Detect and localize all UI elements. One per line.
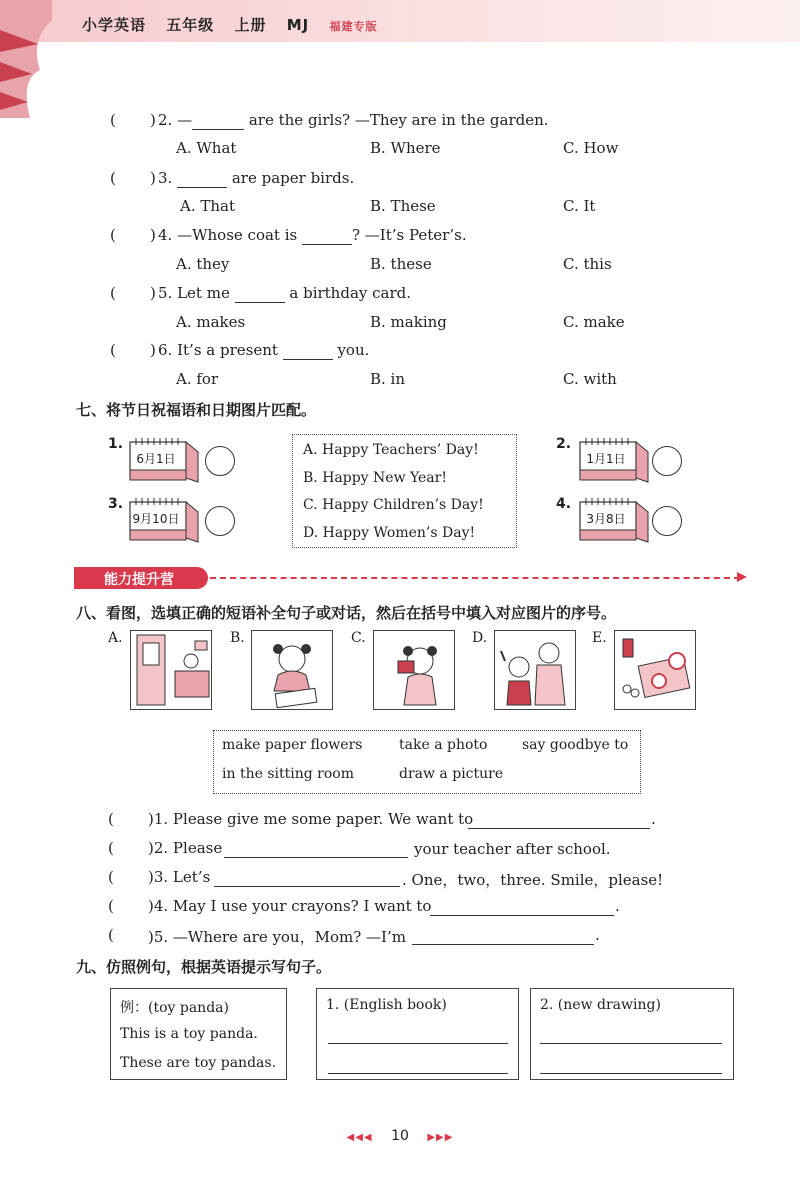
answer-paren-open: ( xyxy=(108,810,114,828)
header-edition: 福建专版 xyxy=(329,20,378,33)
answer-blank[interactable] xyxy=(177,169,227,188)
pic-label-c: C. xyxy=(351,630,366,646)
calendar-date: 1月1日 xyxy=(586,452,626,466)
answer-paren-open: ( xyxy=(110,111,116,129)
answer-circle[interactable] xyxy=(652,506,682,536)
question-number: 2. xyxy=(158,111,173,129)
answer-paren-close[interactable]: ) xyxy=(150,226,156,244)
option-b: B. these xyxy=(370,255,432,273)
picture-b-drawing xyxy=(251,630,333,710)
greeting-b: B. Happy New Year! xyxy=(303,470,447,486)
answer-paren-open: ( xyxy=(108,839,114,857)
sitting-room-illustration xyxy=(131,631,212,710)
girl-camera-illustration xyxy=(374,631,455,710)
sentence-text: )5. —Where are you，Mom? —I’m xyxy=(148,928,406,946)
section7-title: 七、将节日祝福语和日期图片匹配。 xyxy=(76,401,317,419)
picture-c-photo xyxy=(373,630,455,710)
answer-paren-open: ( xyxy=(108,868,114,886)
sentence-2 xyxy=(148,839,222,857)
page-footer xyxy=(0,1128,800,1144)
question-post: you. xyxy=(332,341,370,359)
phrase-item: say goodbye to xyxy=(522,737,629,753)
answer-circle[interactable] xyxy=(205,446,235,476)
phrase-item: in the sitting room xyxy=(222,766,354,782)
arrow-right-icon xyxy=(736,571,748,583)
right-arrows-icon: ▶▶▶ xyxy=(427,1132,454,1143)
calendar-icon xyxy=(128,436,204,484)
answer-paren-close[interactable]: ) xyxy=(150,169,156,187)
sentence-end: . One，two，three. Smile，please! xyxy=(402,871,664,889)
answer-circle[interactable] xyxy=(652,446,682,476)
question-number: 5. xyxy=(158,284,173,302)
sentence-end: your teacher after school. xyxy=(414,840,611,858)
sentence-text: )3. Let’s xyxy=(148,868,211,886)
question-post: a birthday card. xyxy=(284,284,412,302)
question-6 xyxy=(158,341,369,360)
calendar-icon xyxy=(578,436,654,484)
sentence-text: )2. Please xyxy=(148,839,223,857)
pic-label-b: B. xyxy=(230,630,245,646)
item-number: 1. xyxy=(108,436,124,452)
answer-blank[interactable] xyxy=(302,226,352,245)
question-post: are the girls? —They are in the garden. xyxy=(244,111,549,129)
item-number: 3. xyxy=(108,496,124,512)
option-c: C. with xyxy=(563,370,617,388)
option-a: A. What xyxy=(176,139,237,157)
question-number: 6. xyxy=(158,341,173,359)
answer-line[interactable] xyxy=(540,1030,722,1044)
waving-goodbye-illustration xyxy=(495,631,576,710)
sentence-end: . xyxy=(595,926,600,944)
question-2 xyxy=(158,111,549,130)
phrase-item: take a photo xyxy=(399,737,488,753)
option-c: C. It xyxy=(563,197,596,215)
picture-d-goodbye xyxy=(494,630,576,710)
paper-flowers-illustration xyxy=(615,631,696,710)
calendar-date: 3月8日 xyxy=(586,512,626,526)
sentence-1 xyxy=(148,810,473,828)
option-a: A. makes xyxy=(176,313,246,331)
sentence-4 xyxy=(148,897,431,915)
answer-paren-open: ( xyxy=(110,341,116,359)
question-pre: — xyxy=(177,111,193,129)
answer-paren-close[interactable]: ) xyxy=(150,284,156,302)
picture-a-sitting-room xyxy=(130,630,212,710)
banner-dashed-line xyxy=(210,577,740,579)
option-c: C. make xyxy=(563,313,625,331)
question-3 xyxy=(158,169,354,188)
sentence-end: . xyxy=(615,897,620,915)
page-number: 10 xyxy=(391,1128,409,1144)
calendar-date: 9月10日 xyxy=(132,512,180,526)
greeting-d: D. Happy Women’s Day! xyxy=(303,525,476,541)
prompt-1: 1. (English book) xyxy=(326,997,447,1013)
question-pre: Let me xyxy=(177,284,235,302)
sentence-5 xyxy=(148,926,406,947)
header-grade: 五年级 xyxy=(166,16,215,34)
option-b: B. making xyxy=(370,313,447,331)
item-number: 2. xyxy=(556,436,572,452)
phrase-item: draw a picture xyxy=(399,766,504,782)
calendar-icon xyxy=(128,496,204,544)
pic-label-a: A. xyxy=(108,630,123,646)
header-title xyxy=(82,14,392,35)
answer-blank[interactable] xyxy=(224,840,408,858)
answer-paren-open: ( xyxy=(108,897,114,915)
greeting-a: A. Happy Teachers’ Day! xyxy=(303,442,479,458)
answer-paren-open: ( xyxy=(110,226,116,244)
example-line-1: This is a toy panda. xyxy=(120,1026,258,1042)
answer-circle[interactable] xyxy=(205,506,235,536)
phrase-item: make paper flowers xyxy=(222,737,363,753)
question-5 xyxy=(158,284,411,303)
option-b: B. These xyxy=(370,197,436,215)
picture-e-paper-flowers xyxy=(614,630,696,710)
answer-line[interactable] xyxy=(540,1060,722,1074)
pic-label-e: E. xyxy=(592,630,607,646)
answer-paren-open: ( xyxy=(108,926,114,944)
sentence-text: )4. May I use your crayons? I want to xyxy=(148,897,432,915)
answer-blank[interactable] xyxy=(214,869,400,887)
answer-blank[interactable] xyxy=(412,927,594,945)
option-b: B. Where xyxy=(370,139,441,157)
calendar-date: 6月1日 xyxy=(136,452,176,466)
answer-blank[interactable] xyxy=(430,898,614,916)
left-arrows-icon: ◀◀◀ xyxy=(346,1132,373,1143)
pic-label-d: D. xyxy=(472,630,488,646)
option-a: A. That xyxy=(180,197,236,215)
question-post: are paper birds. xyxy=(227,169,355,187)
answer-line[interactable] xyxy=(328,1060,508,1074)
answer-line[interactable] xyxy=(328,1030,508,1044)
sentence-text: )1. Please give me some paper. We want to xyxy=(148,810,474,828)
answer-paren-open: ( xyxy=(110,169,116,187)
question-pre: It’s a present xyxy=(177,341,283,359)
prompt-2: 2. (new drawing) xyxy=(540,997,661,1013)
example-line-2: These are toy pandas. xyxy=(120,1055,277,1071)
sentence-3 xyxy=(148,868,210,886)
greeting-c: C. Happy Children’s Day! xyxy=(303,497,484,513)
pagoda-decoration-icon xyxy=(0,0,52,118)
question-number: 4. xyxy=(158,226,173,244)
option-b: B. in xyxy=(370,370,406,388)
answer-blank[interactable] xyxy=(235,284,285,303)
answer-paren-close[interactable]: ) xyxy=(150,111,156,129)
question-pre: —Whose coat is xyxy=(177,226,302,244)
header-subject: 小学英语 xyxy=(82,16,147,34)
question-number: 3. xyxy=(158,169,173,187)
header-term: 上册 xyxy=(234,16,267,34)
question-4 xyxy=(158,226,467,245)
answer-paren-close[interactable]: ) xyxy=(150,341,156,359)
answer-blank[interactable] xyxy=(283,341,333,360)
section8-title: 八、看图，选填正确的短语补全句子或对话，然后在括号中填入对应图片的序号。 xyxy=(76,604,617,622)
answer-blank[interactable] xyxy=(468,811,650,829)
question-post: ? —It’s Peter’s. xyxy=(351,226,467,244)
girl-drawing-illustration xyxy=(252,631,333,710)
sentence-end: . xyxy=(651,810,656,828)
option-a: A. they xyxy=(176,255,230,273)
option-a: A. for xyxy=(176,370,219,388)
option-c: C. this xyxy=(563,255,612,273)
calendar-icon xyxy=(578,496,654,544)
answer-paren-open: ( xyxy=(110,284,116,302)
banner-label: 能力提升营 xyxy=(104,572,174,588)
item-number: 4. xyxy=(556,496,572,512)
answer-blank[interactable] xyxy=(192,111,244,130)
section9-title: 九、仿照例句，根据英语提示写句子。 xyxy=(76,958,332,976)
header-code: MJ xyxy=(286,16,310,34)
option-c: C. How xyxy=(563,139,619,157)
example-label: 例：(toy panda) xyxy=(120,1000,229,1016)
